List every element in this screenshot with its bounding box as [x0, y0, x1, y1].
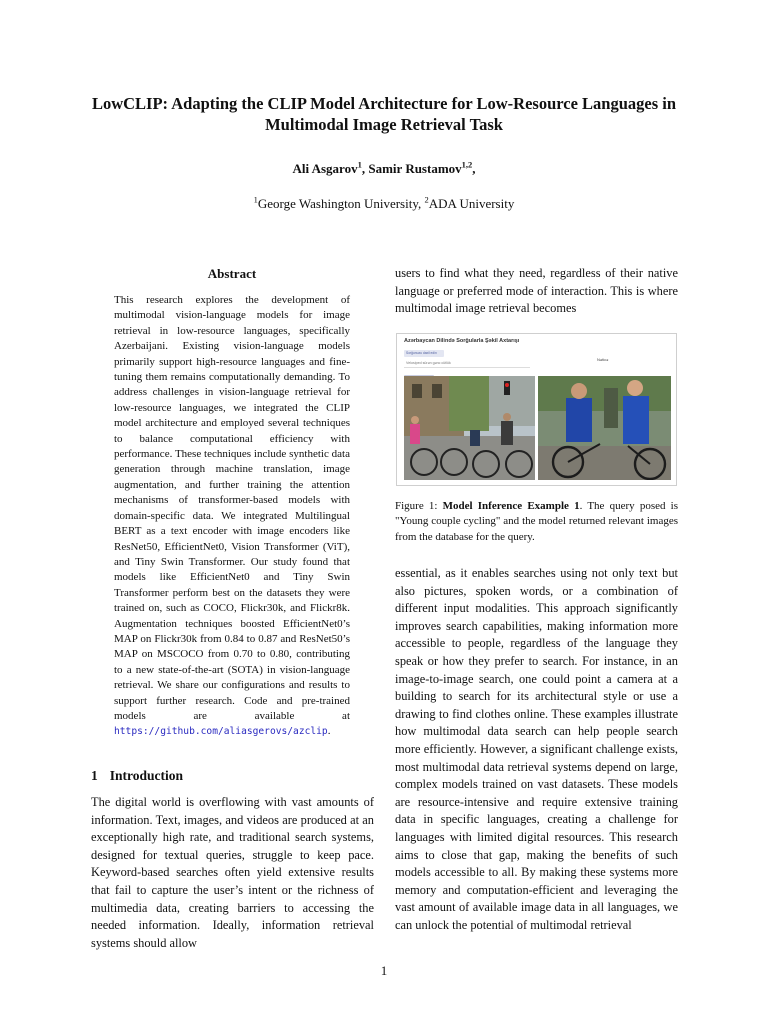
section-heading-introduction [91, 768, 371, 784]
caption-text: . The query posed is "Young couple cycling" and the model returned relevant images from the database for the query. [395, 500, 679, 543]
author-name: Samir Rustamov [368, 161, 462, 176]
affiliations: $^1$George Washington University, $^2$ADA University [253, 194, 515, 211]
intro-paragraph-right-top: users to find what they need, regardless of their native language or preferred mode of interaction. This is where multimodal image retrieval becomes [395, 266, 678, 316]
section-title: Introduction [109, 768, 184, 783]
author-affil-mark: 1,2 [461, 159, 473, 170]
page-number: 1 [380, 963, 388, 978]
caption-label: Figure 1: [395, 500, 438, 512]
figure-caption [395, 499, 678, 545]
abstract-heading: Abstract [207, 266, 257, 281]
result-image-2 [538, 376, 671, 480]
section-number: 1 [91, 768, 98, 783]
caption-bold: Model Inference Example 1 [442, 500, 580, 512]
author-list: Ali Asgarov$^1$, Samir Rustamov$^{1,2}$, [292, 159, 476, 176]
figure-1 [396, 333, 677, 486]
intro-paragraph-right-bottom: essential, as it enables searches using not only text but also pictures, spoken words, or a combination of different input modalities. This approach significantly improves search capabilities, making information more accessible to people, regardless of the language they speak or how they prefer to search. For instance, in an image-to-image search, one could point a camera at a building to search for its architectural style or use a drawing to find clothes online. These examples illustrate how multimodal data search can help people search more efficiently. However, a significant challenge exists, most multimodal data retrieval systems depend on large, complex models trained on vast datasets. These models are resource-intensive and require extensive training data in specific languages, creating a challenge for languages with limited digital resources. This research aims to close that gap, making the benefits of such models accessible to all. By making these systems more memory and computation-efficient and leveraging the vast amount of available image data in all languages, we can unlock the potential of multimodal retrieval [395, 566, 678, 932]
affiliation-name: George Washington University [257, 196, 418, 211]
paper-title: LowCLIP: Adapting the CLIP Model Architecture for Low-Resource Languages in Multimodal Image Retrieval Task [91, 94, 677, 134]
intro-paragraph-left: The digital world is overflowing with vast amounts of information. Text, images, and videos are produced at an exceptionally high rate, and traditional search systems, designed for textual queries, struggle to keep pace. Keyword-based searches often yield extensive results that fail to capture the user’s intent or the richness of multimedia data, creating barriers to accessing the needed information. Ideally, information retrieval systems should allow [91, 795, 374, 950]
affiliation-name: ADA University [428, 196, 515, 211]
author-name: Ali Asgarov [292, 161, 358, 176]
affil-mark: 1 [253, 194, 258, 205]
affil-mark: 2 [424, 194, 429, 205]
abstract-end: . [327, 725, 331, 738]
author-affil-mark: 1 [357, 159, 362, 170]
figure-query-value: Velosiped sürən gənc cütlük [406, 361, 451, 365]
figure-input-underline [404, 367, 530, 368]
abstract-text: This research explores the development of multimodal vision-language models for image retrieval in low-resource languages, specifically Azerbaijani. Existing vision-language models primarily support high-resource languages and fine-tuning them remains computationally demanding. To address challenges in vision-language retrieval for low-resource languages, we integrated the CLIP model architecture and employed several techniques to balance computational efficiency with performance. These techniques include synthetic data generation through machine translation, image augmentation, and further training the attention mechanisms of transformer-based models with domain-specific data. We integrated Multilingual BERT as a text encoder with image encoders like ResNet50, EfficientNet0, Vision Transformer (ViT), and Tiny Swin Transformer. Our study found that models like EfficientNet0 and Tiny Swin Transformer perform best on the datasets they were trained on, such as COCO, Flickr30k, and Flickr8k. Augmentation techniques boosted EfficientNet0’s MAP on Flickr30k from 0.84 to 0.87 and ResNet50’s MAP on MSCOCO from 0.70 to 0.80, contributing to a new state-of-the-art (SOTA) in vision-language retrieval. We share our configurations and results to support further research. Code and pre-trained models are available at [114, 294, 350, 722]
figure-input-label: Sorğunuzu daxil edin [404, 350, 444, 357]
figure-results-label: Nəticə [597, 357, 609, 362]
code-link[interactable]: https://github.com/aliasgerovs/azclip [114, 726, 328, 738]
result-image-1 [404, 376, 535, 480]
figure-app-title: Azərbaycan Dilində Sorğularla Şəkil Axtarışı [404, 338, 520, 344]
abstract-body [114, 293, 350, 740]
